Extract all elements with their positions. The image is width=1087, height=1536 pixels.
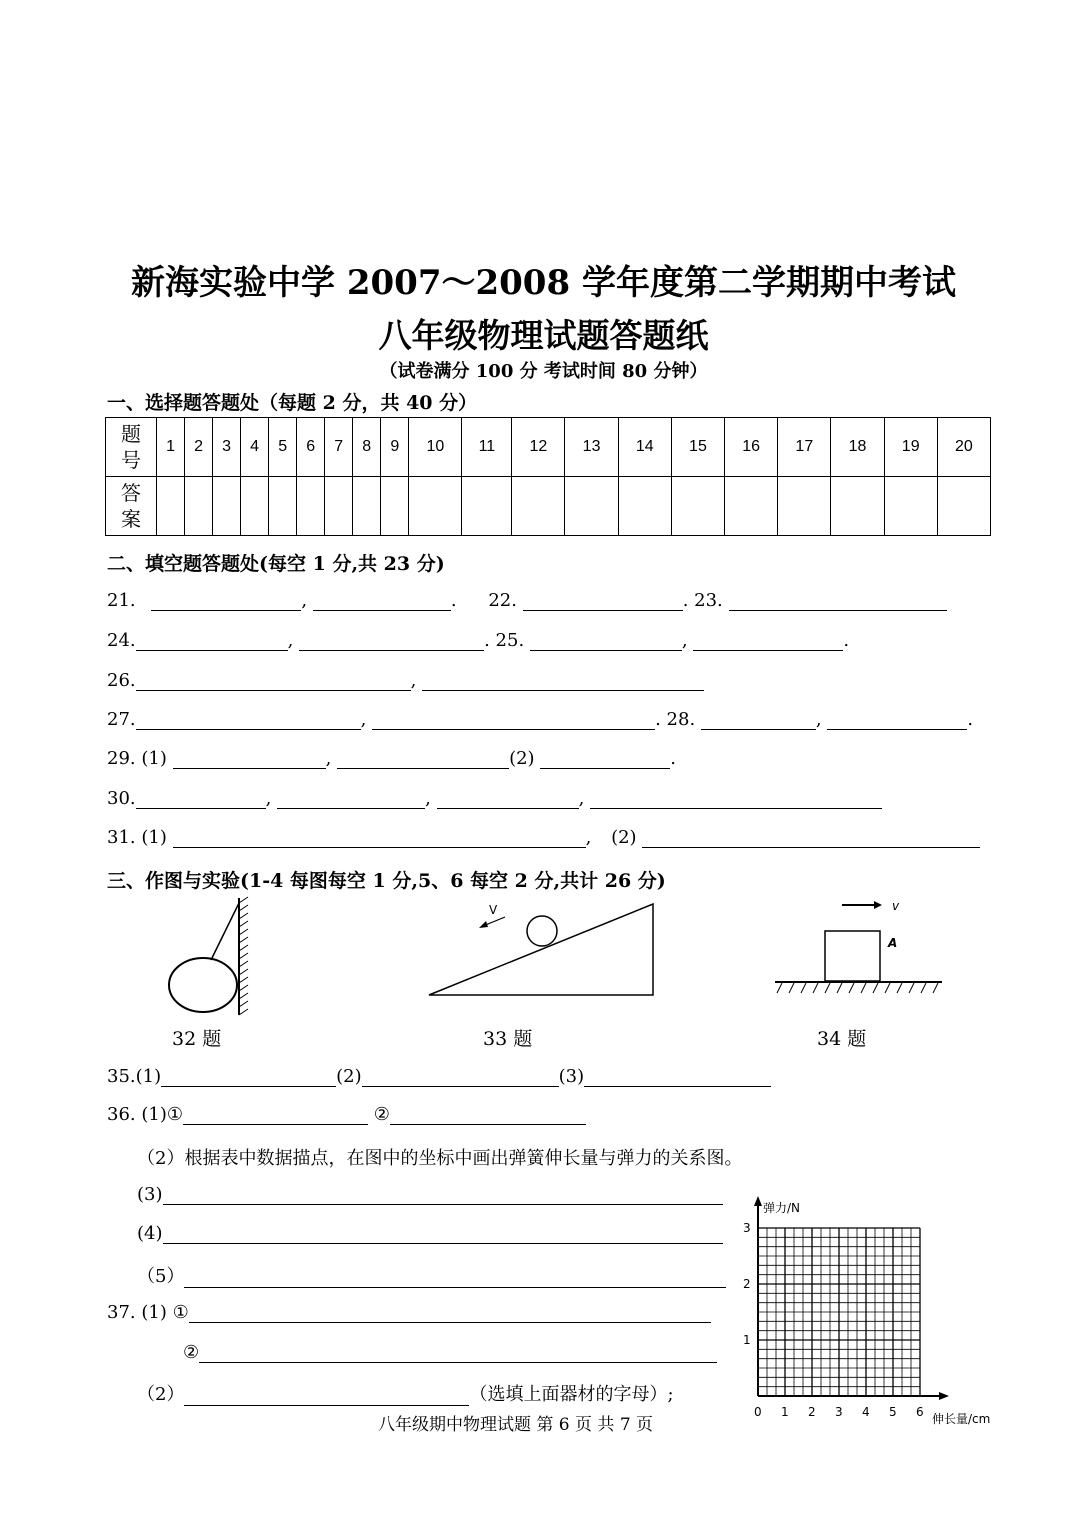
answer-cell[interactable] — [241, 477, 269, 536]
q36-3-line — [137, 1184, 723, 1205]
q25-blank-2[interactable] — [693, 630, 843, 651]
question-number: 15 — [671, 418, 724, 477]
q26-blank-1[interactable] — [136, 670, 411, 691]
q37-blank-1[interactable] — [189, 1302, 711, 1323]
x-tick-label: 3 — [835, 1405, 843, 1419]
q31-label: 31. (1) — [107, 827, 167, 848]
q36-4-blank[interactable] — [163, 1223, 723, 1244]
answer-cell[interactable] — [213, 477, 241, 536]
q21-blank-1[interactable] — [151, 590, 301, 611]
answer-cell[interactable] — [937, 477, 990, 536]
q36-5-line — [137, 1262, 726, 1288]
q24-line: 24. , . 25. , . — [107, 630, 850, 651]
q22-blank[interactable] — [523, 590, 683, 611]
q35-blank-2[interactable] — [362, 1066, 559, 1087]
question-number: 2 — [185, 418, 213, 477]
answer-cell[interactable] — [381, 477, 409, 536]
question-number: 8 — [353, 418, 381, 477]
answer-cell[interactable] — [157, 477, 185, 536]
table-row-answers — [106, 477, 991, 536]
y-ticks — [743, 1221, 751, 1347]
question-number: 14 — [618, 418, 671, 477]
answer-cell[interactable] — [409, 477, 462, 536]
y-tick-label: 1 — [743, 1333, 751, 1347]
exam-title: 新海实验中学 2007～2008 学年度第二学期期中考试 — [131, 263, 956, 303]
q29b-label: (2) — [509, 748, 535, 769]
question-number: 11 — [462, 418, 512, 477]
q35c-label: (3) — [558, 1066, 585, 1087]
q26-label: 26. — [107, 670, 136, 691]
q23-label: . 23. — [682, 590, 723, 611]
q36-4-label: (4) — [137, 1223, 163, 1244]
q35-blank-3[interactable] — [584, 1066, 771, 1087]
question-number: 17 — [778, 418, 831, 477]
q36-5-label: （5） — [137, 1266, 185, 1287]
q29-label: 29. (1) — [107, 748, 167, 769]
q28-label: . 28. — [655, 709, 696, 730]
x-tick-label: 0 — [754, 1405, 762, 1419]
figure-32-ball-on-wall — [160, 895, 260, 1020]
q35-label: 35.(1) — [107, 1066, 162, 1087]
q36-blank-2[interactable] — [390, 1104, 586, 1125]
fig34-velocity-label: v — [892, 899, 900, 913]
question-number: 7 — [325, 418, 353, 477]
q21-line: 21. , . 22. . 23. — [107, 590, 947, 611]
q21-blank-2[interactable] — [313, 590, 451, 611]
fig33-velocity-label: V — [489, 903, 498, 917]
q25-blank-1[interactable] — [530, 630, 682, 651]
q24-blank-1[interactable] — [136, 630, 288, 651]
q36-part2: （2）根据表中数据描点，在图中的坐标中画出弹簧伸长量与弹力的关系图。 — [137, 1148, 743, 1169]
q28-blank-1[interactable] — [701, 709, 816, 730]
fig32-caption: 32 题 — [172, 1028, 222, 1050]
answer-cell[interactable] — [353, 477, 381, 536]
question-number: 3 — [213, 418, 241, 477]
q30-label: 30. — [107, 788, 136, 809]
x-ticks — [754, 1405, 924, 1419]
q24-label: 24. — [107, 630, 136, 651]
graph-grid — [758, 1228, 920, 1396]
q37-2-blank[interactable] — [184, 1385, 469, 1406]
y-tick-label: 3 — [743, 1221, 751, 1235]
answer-cell[interactable] — [325, 477, 353, 536]
answer-cell[interactable] — [565, 477, 618, 536]
q29-line: 29. (1) , (2) . — [107, 748, 677, 769]
q37b-line — [183, 1342, 717, 1363]
q36b-label: ② — [373, 1104, 390, 1125]
y-tick-label: 2 — [743, 1277, 751, 1291]
answer-cell[interactable] — [512, 477, 565, 536]
exam-subtitle: 八年级物理试题答题纸 — [378, 316, 709, 355]
q36-label: 36. (1)① — [107, 1104, 183, 1125]
fig34-caption: 34 题 — [817, 1028, 867, 1050]
q23-blank[interactable] — [729, 590, 947, 611]
q30-blank-1[interactable] — [136, 788, 266, 809]
x-axis-arrow — [939, 1392, 949, 1400]
q36-blank-1[interactable] — [183, 1104, 368, 1125]
q37-blank-2[interactable] — [199, 1342, 717, 1363]
answer-cell[interactable] — [269, 477, 297, 536]
section3-heading: 三、作图与实验(1-4 每图每空 1 分,5、6 每空 2 分,共计 26 分) — [107, 870, 666, 892]
question-number: 20 — [937, 418, 990, 477]
x-tick-label: 4 — [862, 1405, 870, 1419]
exam-note: （试卷满分 100 分 考试时间 80 分钟） — [379, 361, 708, 382]
fig34-block-label: A — [888, 936, 898, 950]
q37-2-label: （2） — [137, 1384, 185, 1405]
x-tick-label: 1 — [781, 1405, 789, 1419]
answer-cell[interactable] — [778, 477, 831, 536]
question-number: 12 — [512, 418, 565, 477]
question-number: 4 — [241, 418, 269, 477]
q28-blank-2[interactable] — [827, 709, 967, 730]
q35-blank-1[interactable] — [161, 1066, 336, 1087]
y-axis-arrow — [754, 1196, 762, 1206]
x-tick-label: 6 — [916, 1405, 924, 1419]
answer-cell[interactable] — [185, 477, 213, 536]
question-number: 9 — [381, 418, 409, 477]
question-number: 1 — [157, 418, 185, 477]
x-tick-label: 5 — [889, 1405, 897, 1419]
q27-blank-2[interactable] — [372, 709, 655, 730]
x-tick-label: 2 — [808, 1405, 816, 1419]
q29-blank-1[interactable] — [173, 748, 326, 769]
q37b-label: ② — [183, 1342, 200, 1363]
answer-cell[interactable] — [725, 477, 778, 536]
q30-blank-2[interactable] — [277, 788, 425, 809]
q36-3-blank[interactable] — [163, 1184, 723, 1205]
figure-33-ball-on-incline — [425, 898, 660, 998]
fig33-caption: 33 题 — [483, 1028, 533, 1050]
answer-cell[interactable] — [462, 477, 512, 536]
question-number: 6 — [297, 418, 325, 477]
q29-blank-2[interactable] — [337, 748, 509, 769]
q25-label: . 25. — [484, 630, 525, 651]
q35-line — [107, 1066, 771, 1087]
question-number: 10 — [409, 418, 462, 477]
q31-blank-1[interactable] — [173, 827, 586, 848]
question-number: 18 — [831, 418, 884, 477]
q37-2-line — [137, 1380, 674, 1406]
q30-blank-4[interactable] — [590, 788, 882, 809]
answer-cell[interactable] — [671, 477, 724, 536]
q26-line: 26. , — [107, 670, 704, 691]
row-label-answer: 答案 — [106, 477, 157, 536]
answer-table — [105, 417, 991, 536]
answer-cell[interactable] — [831, 477, 884, 536]
q31-line: 31. (1) , (2) — [107, 827, 980, 848]
q36-4-line — [137, 1223, 723, 1244]
question-number: 16 — [725, 418, 778, 477]
question-number: 19 — [884, 418, 937, 477]
section2-heading: 二、填空题答题处(每空 1 分,共 23 分) — [107, 553, 445, 575]
question-number: 5 — [269, 418, 297, 477]
y-axis-label: 弹力/N — [763, 1201, 801, 1215]
table-row-numbers — [106, 418, 991, 477]
q31b-label: (2) — [611, 827, 637, 848]
q36-5-blank[interactable] — [184, 1267, 726, 1288]
answer-cell[interactable] — [618, 477, 671, 536]
q37-line — [107, 1302, 711, 1323]
answer-cell[interactable] — [297, 477, 325, 536]
q35b-label: (2) — [336, 1066, 362, 1087]
q27-line: 27. , . 28. , . — [107, 709, 974, 730]
q21-label: 21. — [107, 590, 136, 611]
section1-heading: 一、选择题答题处（每题 2 分，共 40 分） — [107, 392, 478, 414]
q26-blank-2[interactable] — [422, 670, 704, 691]
q22-label: 22. — [488, 590, 517, 611]
question-number: 13 — [565, 418, 618, 477]
row-label-number: 题号 — [106, 418, 157, 477]
answer-cell[interactable] — [884, 477, 937, 536]
q31-blank-2[interactable] — [642, 827, 980, 848]
q37-2-hint: （选填上面器材的字母）; — [469, 1384, 674, 1405]
q27-label: 27. — [107, 709, 136, 730]
page-footer: 八年级期中物理试题 第 6 页 共 7 页 — [378, 1415, 654, 1435]
figure-34-block-on-ground — [770, 895, 950, 1000]
q30-line: 30. , , , — [107, 788, 882, 809]
q36-line — [107, 1104, 586, 1125]
q27-blank-1[interactable] — [136, 709, 361, 730]
q37-label: 37. (1) ① — [107, 1302, 189, 1323]
q30-blank-3[interactable] — [437, 788, 579, 809]
x-axis-label: 伸长量/cm — [932, 1412, 991, 1426]
q36-3-label: (3) — [137, 1184, 163, 1205]
q29-blank-3[interactable] — [540, 748, 670, 769]
q24-blank-2[interactable] — [299, 630, 484, 651]
spring-graph[interactable] — [735, 1193, 1015, 1428]
